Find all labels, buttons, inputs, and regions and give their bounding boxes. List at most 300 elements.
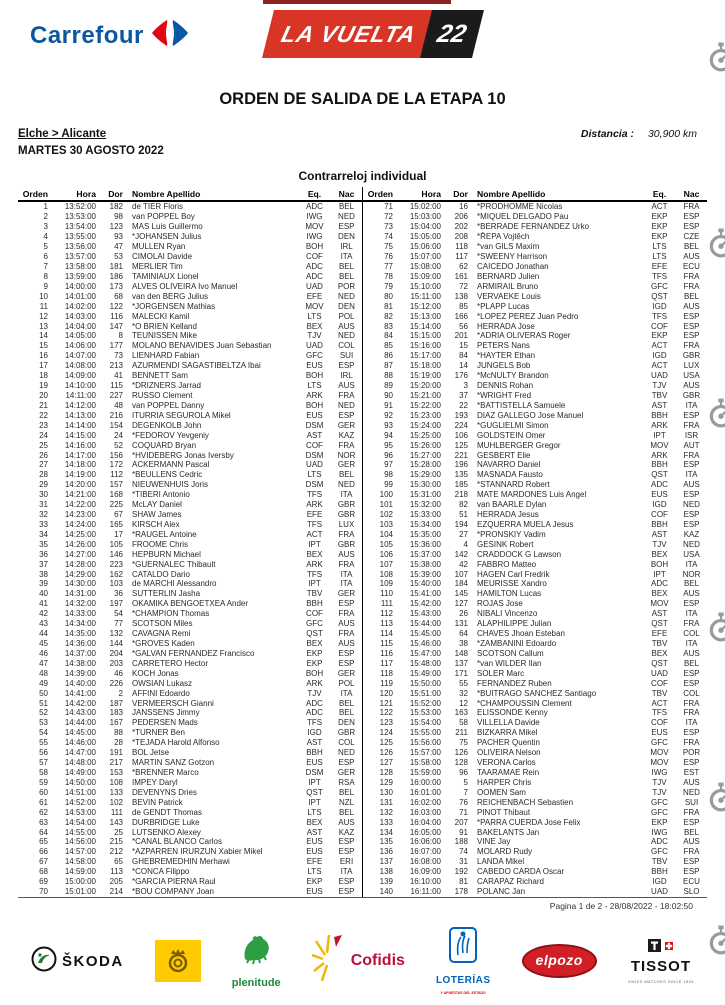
rider-name: LIENHARD Fabian xyxy=(132,351,200,361)
rider-dorsal: 105 xyxy=(109,539,123,549)
table-row xyxy=(363,242,707,252)
rider-dorsal: 154 xyxy=(109,420,123,430)
rider-nationality: AUS xyxy=(338,321,355,331)
rider-nationality: COL xyxy=(683,688,700,698)
rider-nationality: NED xyxy=(338,480,355,490)
rider-nationality: ESP xyxy=(683,510,700,520)
rider-team: MOV xyxy=(650,440,669,450)
table-row xyxy=(18,678,362,688)
rider-order: 64 xyxy=(39,827,48,837)
rider-start-time: 14:20:00 xyxy=(64,480,96,490)
rider-nationality: COL xyxy=(338,341,355,351)
rider-team: LTS xyxy=(652,252,667,262)
rider-nationality: ESP xyxy=(683,817,700,827)
rider-dorsal: 55 xyxy=(459,678,468,688)
rider-name: VINE Jay xyxy=(477,837,511,847)
rider-team: EUS xyxy=(306,837,323,847)
table-row xyxy=(363,817,707,827)
rider-nationality: BEL xyxy=(683,291,700,301)
rider-order: 136 xyxy=(379,847,393,857)
table-row xyxy=(363,619,707,629)
table-row xyxy=(18,658,362,668)
rider-name: van BAARLE Dylan xyxy=(477,500,547,510)
rider-nationality: GER xyxy=(337,420,356,430)
rider-team: GFC xyxy=(651,847,668,857)
table-row xyxy=(363,520,707,530)
rider-nationality: BEL xyxy=(338,261,355,271)
rider-nationality: CZE xyxy=(683,232,700,242)
rider-dorsal: 204 xyxy=(109,648,123,658)
rider-dorsal: 2 xyxy=(118,688,123,698)
rider-nationality: IRL xyxy=(340,242,353,252)
rider-order: 119 xyxy=(380,678,393,688)
rider-nationality: BEL xyxy=(338,698,355,708)
rider-start-time: 14:04:00 xyxy=(64,321,96,331)
rider-name: CAVAGNA Remi xyxy=(132,629,191,639)
rider-nationality: FRA xyxy=(683,738,700,748)
rider-start-time: 13:55:00 xyxy=(64,232,96,242)
rider-dorsal: 226 xyxy=(109,678,123,688)
rider-name: VERMEERSCH Gianni xyxy=(132,698,214,708)
rider-team: ACT xyxy=(651,341,668,351)
rider-start-time: 15:53:00 xyxy=(409,708,441,718)
table-row xyxy=(363,688,707,698)
table-row xyxy=(363,827,707,837)
rider-start-time: 14:32:00 xyxy=(64,599,96,609)
rider-order: 135 xyxy=(379,837,393,847)
rider-dorsal: 115 xyxy=(110,381,123,391)
rider-start-time: 15:31:00 xyxy=(409,490,441,500)
rider-dorsal: 194 xyxy=(454,519,468,529)
rider-order: 112 xyxy=(380,609,393,619)
rider-order: 97 xyxy=(384,460,393,470)
rider-nationality: GER xyxy=(337,589,356,599)
rider-name: GHEBREMEDHIN Merhawi xyxy=(132,857,230,867)
table-row xyxy=(363,212,707,222)
table-row xyxy=(18,579,362,589)
rider-team: IGD xyxy=(307,728,322,738)
rider-order: 108 xyxy=(379,569,393,579)
rider-name: *ZAMBANINI Edoardo xyxy=(477,639,557,649)
rider-order: 104 xyxy=(379,529,393,539)
elpozo-logo xyxy=(522,944,597,978)
rider-dorsal: 112 xyxy=(110,470,123,480)
rider-dorsal: 221 xyxy=(454,450,468,460)
rider-order: 78 xyxy=(384,271,393,281)
rider-nationality: ITA xyxy=(685,400,698,410)
rider-dorsal: 218 xyxy=(454,490,468,500)
rider-dorsal: 224 xyxy=(454,420,468,430)
rider-start-time: 14:48:00 xyxy=(64,758,96,768)
rider-order: 96 xyxy=(384,450,393,460)
rider-start-time: 14:39:00 xyxy=(64,668,96,678)
rider-dorsal: 193 xyxy=(454,410,468,420)
rider-start-time: 15:46:00 xyxy=(409,639,441,649)
rider-dorsal: 143 xyxy=(109,817,123,827)
correos-icon xyxy=(155,940,201,982)
rider-nationality: ESP xyxy=(338,361,355,371)
rider-nationality: NED xyxy=(338,331,355,341)
rider-nationality: NOR xyxy=(337,450,356,460)
rider-start-time: 15:20:00 xyxy=(409,381,441,391)
table-row xyxy=(18,381,362,391)
rider-dorsal: 205 xyxy=(109,877,123,887)
rider-order: 126 xyxy=(379,748,393,758)
rider-nationality: IRL xyxy=(340,371,353,381)
rider-start-time: 14:13:00 xyxy=(64,410,96,420)
rider-order: 42 xyxy=(39,609,48,619)
table-row xyxy=(363,648,707,658)
rider-start-time: 15:08:00 xyxy=(409,261,441,271)
stopwatch-icon xyxy=(708,398,725,428)
table-row xyxy=(18,559,362,569)
rider-order: 101 xyxy=(379,500,393,510)
rider-nationality: EST xyxy=(683,768,700,777)
rider-start-time: 14:06:00 xyxy=(64,341,96,351)
stopwatch-watermark-column xyxy=(706,0,725,1005)
table-row xyxy=(363,777,707,787)
rider-order: 41 xyxy=(39,599,48,609)
rider-name: MEURISSE Xandro xyxy=(477,579,547,589)
table-row xyxy=(363,371,707,381)
table-row xyxy=(18,281,362,291)
table-row xyxy=(18,609,362,619)
rider-nationality: ESP xyxy=(683,331,700,341)
rider-start-time: 15:05:00 xyxy=(409,232,441,242)
rider-nationality: ECU xyxy=(683,877,700,887)
rider-nationality: AUS xyxy=(683,777,700,787)
rider-dorsal: 181 xyxy=(109,261,123,271)
rider-order: 95 xyxy=(384,440,393,450)
rider-nationality: FRA xyxy=(683,619,700,629)
table-row xyxy=(18,668,362,678)
table-row xyxy=(363,351,707,361)
plenitude-wordmark: plenitude xyxy=(231,977,281,989)
rider-nationality: GBR xyxy=(682,351,701,361)
rider-name: *van GILS Maxim xyxy=(477,242,540,252)
rider-dorsal: 42 xyxy=(459,559,468,569)
rider-nationality: SLO xyxy=(683,887,700,897)
rider-dorsal: 178 xyxy=(454,887,468,897)
rider-order: 115 xyxy=(380,639,393,649)
rider-team: IWG xyxy=(306,212,323,222)
rider-order: 121 xyxy=(379,698,393,708)
rider-team: BEX xyxy=(306,817,323,827)
rider-name: de GENDT Thomas xyxy=(132,807,202,817)
rider-start-time: 16:06:00 xyxy=(409,837,441,847)
rider-order: 98 xyxy=(384,470,393,480)
rider-order: 81 xyxy=(384,301,393,311)
rider-dorsal: 225 xyxy=(109,500,123,510)
rider-order: 85 xyxy=(384,341,393,351)
rider-team: BOH xyxy=(305,400,324,410)
rider-dorsal: 28 xyxy=(114,738,123,748)
rider-nationality: AUS xyxy=(683,837,700,847)
rider-nationality: POR xyxy=(337,281,356,291)
table-row xyxy=(363,391,707,401)
rider-team: IWG xyxy=(651,827,668,837)
rider-nationality: FRA xyxy=(338,629,355,639)
rider-dorsal: 113 xyxy=(110,867,123,877)
rider-start-time: 15:48:00 xyxy=(409,658,441,668)
rider-order: 60 xyxy=(39,787,48,797)
carrefour-wordmark: Carrefour xyxy=(30,21,144,49)
elpozo-oval xyxy=(522,944,597,978)
rider-start-time: 15:32:00 xyxy=(409,500,441,510)
rider-team: GFC xyxy=(306,351,323,361)
rider-name: OWSIAN Lukasz xyxy=(132,678,193,688)
rider-team: BOH xyxy=(305,668,324,678)
rider-dorsal: 185 xyxy=(454,480,468,490)
rider-dorsal: 162 xyxy=(109,569,123,579)
rider-name: HARPER Chris xyxy=(477,777,532,787)
rider-order: 4 xyxy=(43,232,48,242)
rider-name: HAGEN Carl Fredrik xyxy=(477,569,550,579)
table-row xyxy=(363,281,707,291)
rider-team: AST xyxy=(651,609,668,619)
rider-order: 20 xyxy=(39,390,48,400)
rider-name: CRADDOCK G Lawson xyxy=(477,549,562,559)
rider-team: GFC xyxy=(651,738,668,748)
rider-name: GESINK Robert xyxy=(477,539,534,549)
table-row xyxy=(18,440,362,450)
table-row xyxy=(18,232,362,242)
rider-name: HEPBURN Michael xyxy=(132,549,201,559)
skoda-logo xyxy=(31,946,124,977)
rider-start-time: 15:59:00 xyxy=(409,768,441,777)
rider-nationality: GBR xyxy=(682,390,701,400)
rider-nationality: BEL xyxy=(338,202,355,212)
rider-team: EFE xyxy=(306,291,323,301)
rider-dorsal: 73 xyxy=(114,351,123,361)
rider-name: ALAPHILIPPE Julian xyxy=(477,619,552,629)
rider-order: 94 xyxy=(384,430,393,440)
rider-team: AST xyxy=(306,430,323,440)
table-row xyxy=(18,222,362,232)
plenitude-logo xyxy=(232,933,281,989)
rider-start-time: 15:52:00 xyxy=(409,698,441,708)
rider-name: HAMILTON Lucas xyxy=(477,589,542,599)
rider-order: 52 xyxy=(39,708,48,718)
rider-name: *JORGENSEN Mathias xyxy=(132,301,216,311)
rider-start-time: 14:35:00 xyxy=(64,629,96,639)
rider-nationality: DEN xyxy=(338,232,355,242)
rider-team: ADC xyxy=(651,480,668,490)
tissot-tagline: SWISS WATCHES SINCE 1853 xyxy=(627,980,694,984)
table-row xyxy=(363,559,707,569)
rider-start-time: 14:40:00 xyxy=(64,678,96,688)
rider-start-time: 15:37:00 xyxy=(409,549,441,559)
rider-start-time: 16:09:00 xyxy=(409,867,441,877)
rider-dorsal: 122 xyxy=(109,301,123,311)
rider-order: 99 xyxy=(384,480,393,490)
rider-name: van POPPEL Danny xyxy=(132,400,205,410)
rider-start-time: 16:07:00 xyxy=(409,847,441,857)
stopwatch-icon xyxy=(708,612,725,642)
rider-nationality: ESP xyxy=(683,222,700,232)
rider-order: 48 xyxy=(39,668,48,678)
table-row xyxy=(363,381,707,391)
rider-start-time: 15:06:00 xyxy=(409,242,441,252)
rider-dorsal: 186 xyxy=(109,271,123,281)
rider-start-time: 14:41:00 xyxy=(64,688,96,698)
rider-order: 134 xyxy=(379,827,393,837)
rider-start-time: 15:25:00 xyxy=(409,430,441,440)
table-row xyxy=(363,758,707,768)
rider-nationality: AUT xyxy=(683,440,700,450)
cofidis-sun-icon xyxy=(312,933,346,990)
table-row xyxy=(363,867,707,877)
table-row xyxy=(363,341,707,351)
rider-order: 67 xyxy=(39,857,48,867)
rider-dorsal: 82 xyxy=(459,500,468,510)
table-row xyxy=(363,500,707,510)
rider-team: TJV xyxy=(652,787,667,797)
rider-start-time: 15:35:00 xyxy=(409,529,441,539)
lavuelta-wordmark: LA VUELTA xyxy=(278,20,420,47)
table-row xyxy=(18,758,362,768)
rider-dorsal: 7 xyxy=(463,787,468,797)
rider-start-time: 14:10:00 xyxy=(64,381,96,391)
rider-order: 79 xyxy=(384,281,393,291)
table-row xyxy=(18,212,362,222)
rider-nationality: ESP xyxy=(683,212,700,222)
rider-order: 107 xyxy=(379,559,393,569)
rider-nationality: NED xyxy=(338,291,355,301)
rider-start-time: 15:54:00 xyxy=(409,718,441,728)
rider-name: *JOHANSEN Julius xyxy=(132,232,202,242)
rider-team: ADC xyxy=(306,708,323,718)
rider-team: IPT xyxy=(653,430,666,440)
table-row xyxy=(363,668,707,678)
rider-start-time: 14:24:00 xyxy=(64,519,96,529)
rider-dorsal: 125 xyxy=(454,440,468,450)
rider-order: 90 xyxy=(384,390,393,400)
table-row xyxy=(18,629,362,639)
rider-order: 92 xyxy=(384,410,393,420)
rider-name: NIBALI Vincenzo xyxy=(477,609,538,619)
rider-order: 17 xyxy=(39,361,48,371)
rider-nationality: GBR xyxy=(337,500,356,510)
rider-dorsal: 144 xyxy=(109,639,123,649)
rider-nationality: NED xyxy=(683,539,700,549)
rider-name: ROJAS Jose xyxy=(477,599,523,609)
rider-order: 123 xyxy=(379,718,393,728)
rider-nationality: ESP xyxy=(683,728,700,738)
loterias-wordmark: LOTERÍAS xyxy=(435,975,491,986)
rider-dorsal: 165 xyxy=(109,519,123,529)
rider-start-time: 15:36:00 xyxy=(409,539,441,549)
rider-dorsal: 84 xyxy=(459,351,468,361)
rider-start-time: 15:18:00 xyxy=(409,361,441,371)
rider-dorsal: 206 xyxy=(454,212,468,222)
rider-team: UAD xyxy=(651,887,668,897)
rider-team: DSM xyxy=(305,768,324,777)
rider-dorsal: 91 xyxy=(459,827,468,837)
column-header: Dor xyxy=(453,188,468,199)
table-row xyxy=(363,847,707,857)
rider-team: EKP xyxy=(651,817,668,827)
rider-dorsal: 38 xyxy=(459,639,468,649)
rider-name: CATALDO Dario xyxy=(132,569,190,579)
rider-name: ELISSONDE Kenny xyxy=(477,708,548,718)
rider-order: 3 xyxy=(43,222,48,232)
table-row xyxy=(363,569,707,579)
table-row xyxy=(363,579,707,589)
rider-name: FERNANDEZ Ruben xyxy=(477,678,552,688)
rider-dorsal: 131 xyxy=(454,619,468,629)
rider-order: 114 xyxy=(380,629,393,639)
rider-team: EUS xyxy=(306,361,323,371)
rider-start-time: 15:24:00 xyxy=(409,420,441,430)
rider-start-time: 15:47:00 xyxy=(409,648,441,658)
rider-team: EUS xyxy=(651,490,668,500)
rider-team: BOH xyxy=(305,242,324,252)
rider-dorsal: 24 xyxy=(114,430,123,440)
rider-nationality: AUS xyxy=(683,480,700,490)
rider-name: VERVAEKE Louis xyxy=(477,291,541,301)
rider-name: PETERS Nans xyxy=(477,341,530,351)
rider-team: BEX xyxy=(306,549,323,559)
rider-order: 68 xyxy=(39,867,48,877)
rider-nationality: BEL xyxy=(683,658,700,668)
table-row xyxy=(18,599,362,609)
rider-dorsal: 137 xyxy=(454,658,468,668)
table-row xyxy=(363,460,707,470)
rider-start-time: 15:40:00 xyxy=(409,579,441,589)
rider-dorsal: 27 xyxy=(459,529,468,539)
rider-name: McLAY Daniel xyxy=(132,500,182,510)
rider-order: 45 xyxy=(39,639,48,649)
rider-dorsal: 31 xyxy=(459,857,468,867)
rider-start-time: 15:23:00 xyxy=(409,410,441,420)
rider-order: 66 xyxy=(39,847,48,857)
rider-order: 55 xyxy=(39,738,48,748)
rider-start-time: 14:25:00 xyxy=(64,529,96,539)
rider-nationality: ITA xyxy=(340,569,353,579)
table-row xyxy=(363,768,707,778)
table-row xyxy=(363,887,707,897)
rider-order: 80 xyxy=(384,291,393,301)
table-row xyxy=(363,410,707,420)
rider-team: BOH xyxy=(650,559,669,569)
rider-nationality: ESP xyxy=(683,311,700,321)
rider-team: ARK xyxy=(306,678,323,688)
rider-team: BBH xyxy=(306,599,323,609)
rider-order: 44 xyxy=(39,629,48,639)
rider-name: *TURNER Ben xyxy=(132,728,185,738)
rider-start-time: 14:51:00 xyxy=(64,787,96,797)
rider-start-time: 14:59:00 xyxy=(64,867,96,877)
rider-start-time: 15:14:00 xyxy=(409,321,441,331)
rider-order: 1 xyxy=(43,202,48,212)
rider-team: ARK xyxy=(306,559,323,569)
rider-nationality: KAZ xyxy=(338,430,355,440)
rider-name: *BOU COMPANY Joan xyxy=(132,887,214,897)
rider-nationality: ESP xyxy=(683,519,700,529)
rider-dorsal: 37 xyxy=(459,390,468,400)
rider-dorsal: 74 xyxy=(459,847,468,857)
table-row xyxy=(363,718,707,728)
rider-name: DEGENKOLB John xyxy=(132,420,202,430)
rider-team: IPT xyxy=(308,777,321,787)
rider-name: MARTIN SANZ Gotzon xyxy=(132,758,215,768)
rider-team: TJV xyxy=(307,688,322,698)
column-header: Nombre Apellido xyxy=(132,188,201,199)
rider-team: ARK xyxy=(306,500,323,510)
rider-dorsal: 188 xyxy=(454,837,468,847)
rider-name: BOL Jetse xyxy=(132,748,170,758)
